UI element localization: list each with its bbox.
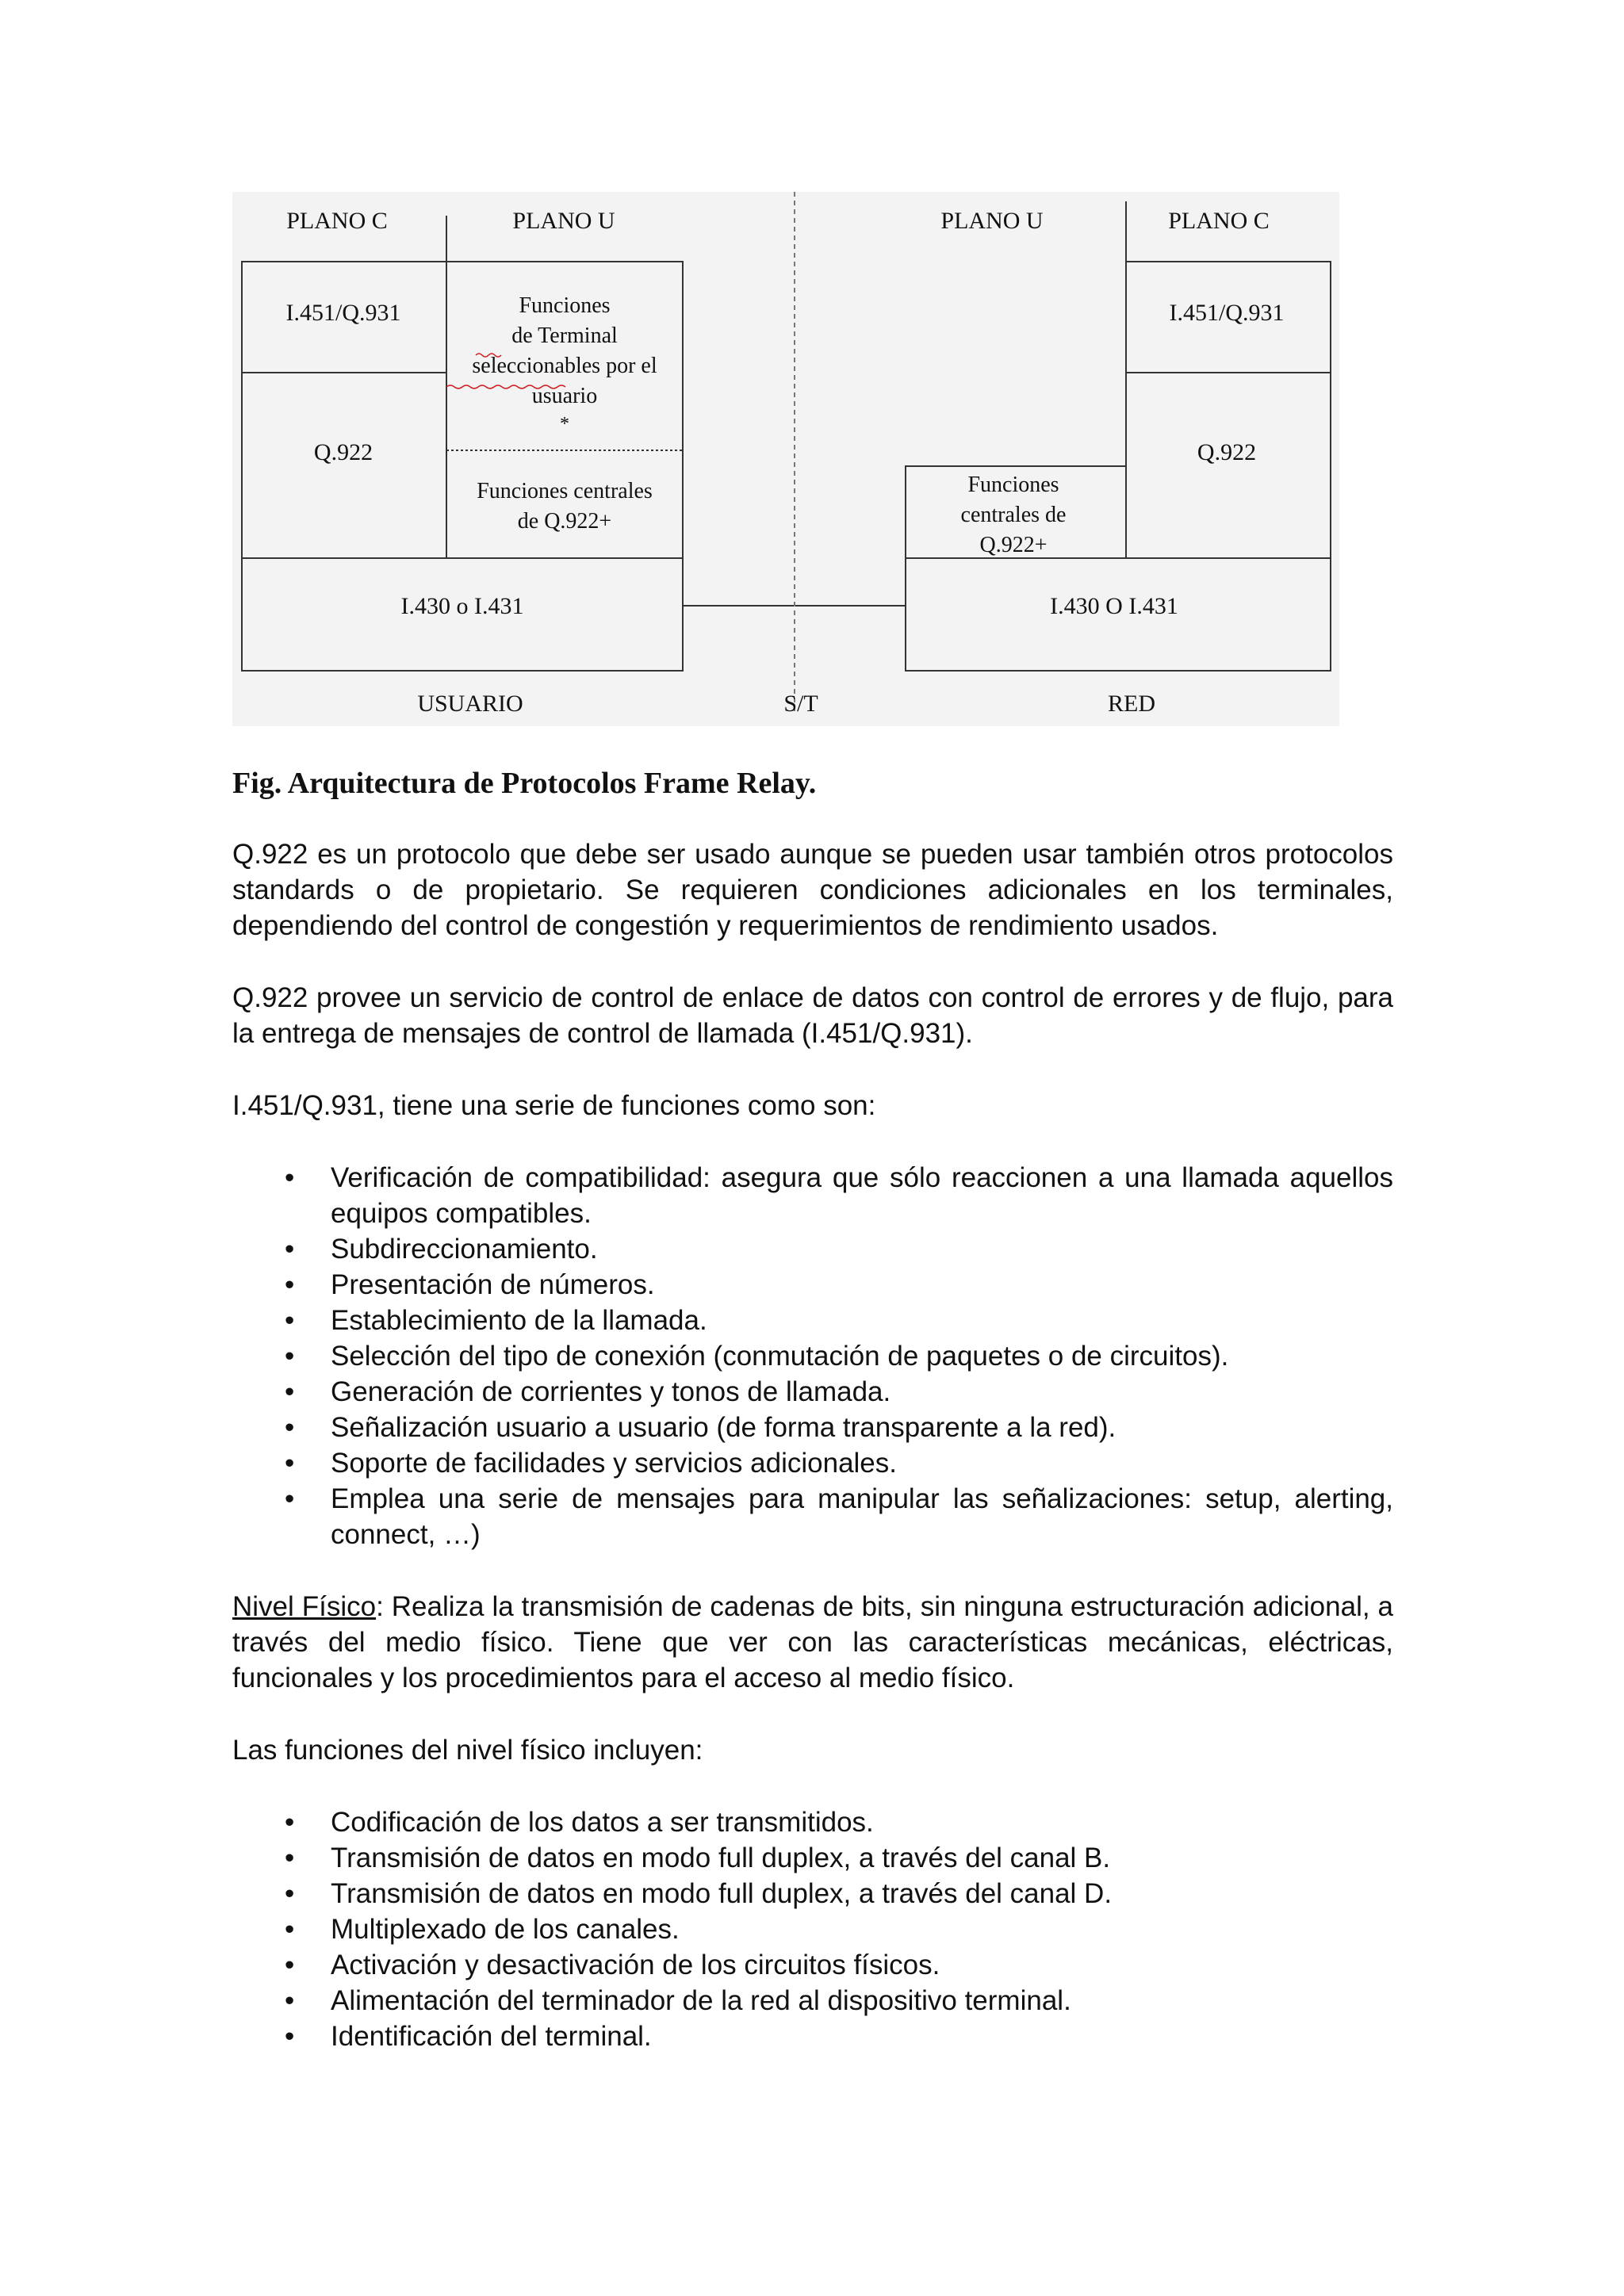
list-item: • Generación de corrientes y tonos de llamada. (232, 1374, 1393, 1410)
paragraph-i451-intro: I.451/Q.931, tiene una serie de funciones como son: (232, 1090, 876, 1121)
paragraph-q922-intro: Q.922 es un protocolo que debe ser usado aunque se pueden usar también otros protocolos standards o de propietario. Se requieren condiciones adicionales en los terminales, dependiendo del control de congestión y requerimientos de rendimiento usados. (232, 839, 1393, 941)
frame-relay-architecture-figure (232, 192, 1339, 726)
list-item: • Codificación de los datos a ser transmitidos. (232, 1804, 1393, 1840)
protocol-diagram (232, 192, 1339, 726)
physical-functions-list (232, 1804, 1393, 2054)
list-item: • Soporte de facilidades y servicios adicionales. (232, 1445, 1393, 1481)
document-body (232, 836, 1393, 2091)
left-q922-label: Q.922 (313, 439, 373, 465)
physical-level-heading: Nivel Físico (232, 1591, 377, 1622)
list-item: • Identificación del terminal. (232, 2019, 1393, 2054)
right-core-functions-line-1: Funciones (967, 473, 1059, 497)
terminal-functions-line-2: de Terminal (511, 323, 618, 348)
list-item: • Verificación de compatibilidad: asegura que sólo reaccionen a una llamada aquellos equipos compatibles. (232, 1160, 1393, 1231)
right-i451-label: I.451/Q.931 (1169, 300, 1285, 326)
list-item: • Transmisión de datos en modo full duplex, a través del canal D. (232, 1876, 1393, 1911)
list-item: • Alimentación del terminador de la red al dispositivo terminal. (232, 1983, 1393, 2019)
list-item: • Multiplexado de los canales. (232, 1911, 1393, 1947)
figure-caption: Fig. Arquitectura de Protocolos Frame Relay. (232, 767, 817, 800)
list-item: • Presentación de números. (232, 1267, 1393, 1303)
list-item: • Subdireccionamiento. (232, 1231, 1393, 1267)
right-core-functions-line-2: centrales de (960, 503, 1067, 527)
terminal-functions-line-1: Funciones (519, 293, 611, 318)
right-q922-label: Q.922 (1197, 439, 1257, 465)
left-core-functions-line-1: Funciones centrales (477, 479, 653, 503)
paragraph-physical-level (232, 1589, 1393, 1696)
left-core-functions-line-2: de Q.922+ (517, 509, 612, 534)
right-physical-label: I.430 O I.431 (1050, 593, 1178, 619)
list-item: • Establecimiento de la llamada. (232, 1303, 1393, 1338)
user-label: USUARIO (417, 691, 523, 717)
right-u-plane-label: PLANO U (940, 208, 1044, 234)
terminal-functions-line-3: seleccionables por el (472, 354, 657, 378)
left-u-plane-label: PLANO U (512, 208, 615, 234)
list-item: • Transmisión de datos en modo full duplex, a través del canal B. (232, 1840, 1393, 1876)
right-c-plane-label: PLANO C (1168, 208, 1270, 234)
left-c-plane-label: PLANO C (286, 208, 388, 234)
physical-level-text: : Realiza la transmisión de cadenas de bits, sin ninguna estructuración adicional, a través del medio físico. Tiene que ver con las características mecánicas, eléctricas, funcionales y los procedimientos para el acceso al medio físico. (232, 1591, 1393, 1693)
list-item: • Señalización usuario a usuario (de forma transparente a la red). (232, 1410, 1393, 1445)
right-core-functions-line-3: Q.922+ (979, 533, 1048, 557)
paragraph-q922-service: Q.922 provee un servicio de control de enlace de datos con control de errores y de flujo, para la entrega de mensajes de control de llamada (I.451/Q.931). (232, 982, 1393, 1049)
terminal-functions-line-4: usuario (531, 384, 598, 408)
i451-functions-list (232, 1160, 1393, 1552)
paragraph-physical-functions-intro: Las funciones del nivel físico incluyen: (232, 1735, 703, 1766)
left-physical-label: I.430 o I.431 (400, 593, 524, 619)
list-item: • Emplea una serie de mensajes para manipular las señalizaciones: setup, alerting, connect, …) (232, 1481, 1393, 1552)
network-label: RED (1108, 691, 1155, 717)
left-i451-label: I.451/Q.931 (285, 300, 401, 326)
st-label: S/T (783, 691, 818, 717)
list-item: • Selección del tipo de conexión (conmutación de paquetes o de circuitos). (232, 1338, 1393, 1374)
terminal-functions-asterisk: * (560, 414, 569, 434)
list-item: • Activación y desactivación de los circuitos físicos. (232, 1947, 1393, 1983)
